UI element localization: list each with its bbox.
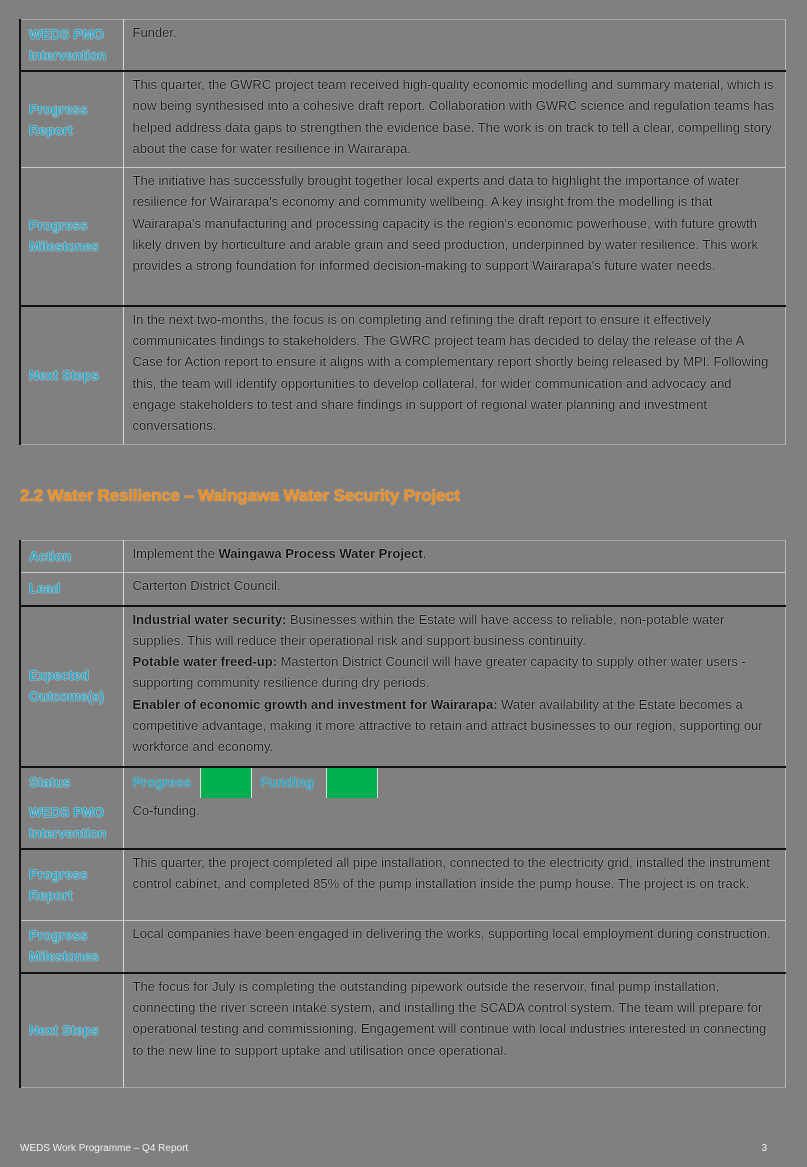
row-value-progress-report: This quarter, the project completed all pipe installation, connected to the electricity grid, installed the instrument control cabinet, and completed 85% of the pump installation inside the pump house. The project is on track. [123,849,786,921]
row-label-progress-report: Progress Report [20,849,123,921]
outcome-title: Potable water freed-up: [132,654,277,670]
row-label-next-steps: Next Steps [20,306,123,445]
row-label-progress-milestones: Progress Milestones [20,921,123,973]
outcome-item [133,651,778,694]
outcome-item [133,609,778,652]
row-value-status [123,767,786,798]
row-label-expected-outcomes: Expected Outcome(s) [20,606,123,767]
row-value-expected-outcomes [123,606,786,767]
action-prefix: Implement the [132,546,219,561]
status-funding-label: Funding [260,774,314,790]
row-value-progress-report: This quarter, the GWRC project team received high-quality economic modelling and summary material, which is now being synthesised into a cohesive draft report. Collaboration with GWRC science and regulation teams has helped address data gaps to strengthen the evidence base. The work is on track to tell a clear, compelling story about the case for water resilience in Wairarapa. [123,71,786,168]
row-value-progress-milestones: Local companies have been engaged in delivering the works, supporting local employment during construction. [123,921,786,973]
page-number: 3 [761,1143,767,1154]
row-value-next-steps: In the next two-months, the focus is on completing and refining the draft report to ensure it effectively communicates findings to stakeholders. The GWRC project team has decided to delay the release of the A Case for Action report to ensure it aligns with a complementary report shortly being released by MPI. Following this, the team will identify opportunities to develop collateral, for wider communication and advocacy and engage stakeholders to test and share findings in support of regional water planning and investment conversations. [123,306,786,445]
action-suffix: . [422,546,427,561]
outcome-title: Industrial water security: [132,611,287,627]
row-label-intervention: WEDS PMO Intervention [20,798,123,849]
outcome-text: Masterton District Council will have greater capacity to supply other water users - supporting community resilience during dry periods. [132,654,746,691]
row-label-lead: Lead [20,573,123,606]
outcome-item [133,694,778,758]
waingawa-project-table [19,540,786,1088]
action-project-name: Waingawa Process Water Project [218,546,423,561]
row-label-progress-milestones: Progress Milestones [20,168,123,306]
row-label-status: Status [20,767,123,798]
row-value-intervention: Funder. [123,20,786,72]
row-value-progress-milestones: The initiative has successfully brought together local experts and data to highlight the importance of water resilience for Wairarapa's economy and community wellbeing. A key insight from the modelling is that Wairarapa's manufacturing and processing capacity is the region's economic powerhouse, with future growth likely driven by horticulture and arable grain and seed production, underpinned by water resilience. This work provides a strong foundation for informed decision-making to support Wairarapa's future water needs. [123,168,786,306]
outcome-title: Enabler of economic growth and investment for Wairarapa: [132,696,498,712]
row-label-intervention: WEDS PMO Intervention [20,20,123,72]
status-indicators [124,768,786,798]
row-value-lead: Carterton District Council. [123,573,786,606]
initiative-table-continued [19,19,786,445]
row-value-next-steps: The focus for July is completing the outstanding pipework outside the reservoir, final pump installation, connecting the river screen intake system, and installing the SCADA control system. The team will prepare for operational testing and commissioning. Engagement will continue with local industries interested in connecting to the new line to support uptake and utilisation once operational. [123,973,786,1088]
row-label-progress-report: Progress Report [20,71,123,168]
outcome-text: Businesses within the Estate will have access to reliable, non-potable water supplies. This will reduce their operational risk and support business continuity. [132,611,725,648]
status-progress-label: Progress [132,774,192,790]
status-progress-indicator [200,768,252,798]
row-label-next-steps: Next Steps [20,973,123,1088]
footer-title: WEDS Work Programme – Q4 Report [20,1143,189,1154]
outcome-text: Water availability at the Estate becomes a competitive advantage, making it more attractive to retain and attract businesses to our region, supporting our workforce and economy. [132,696,763,755]
row-value-intervention: Co-funding. [123,798,786,849]
section-heading: 2.2 Water Resilience – Waingawa Water Security Project [20,486,460,505]
page-footer [20,1143,767,1154]
row-label-action: Action [20,541,123,573]
status-funding-indicator [326,768,378,798]
row-value-action [123,541,786,573]
